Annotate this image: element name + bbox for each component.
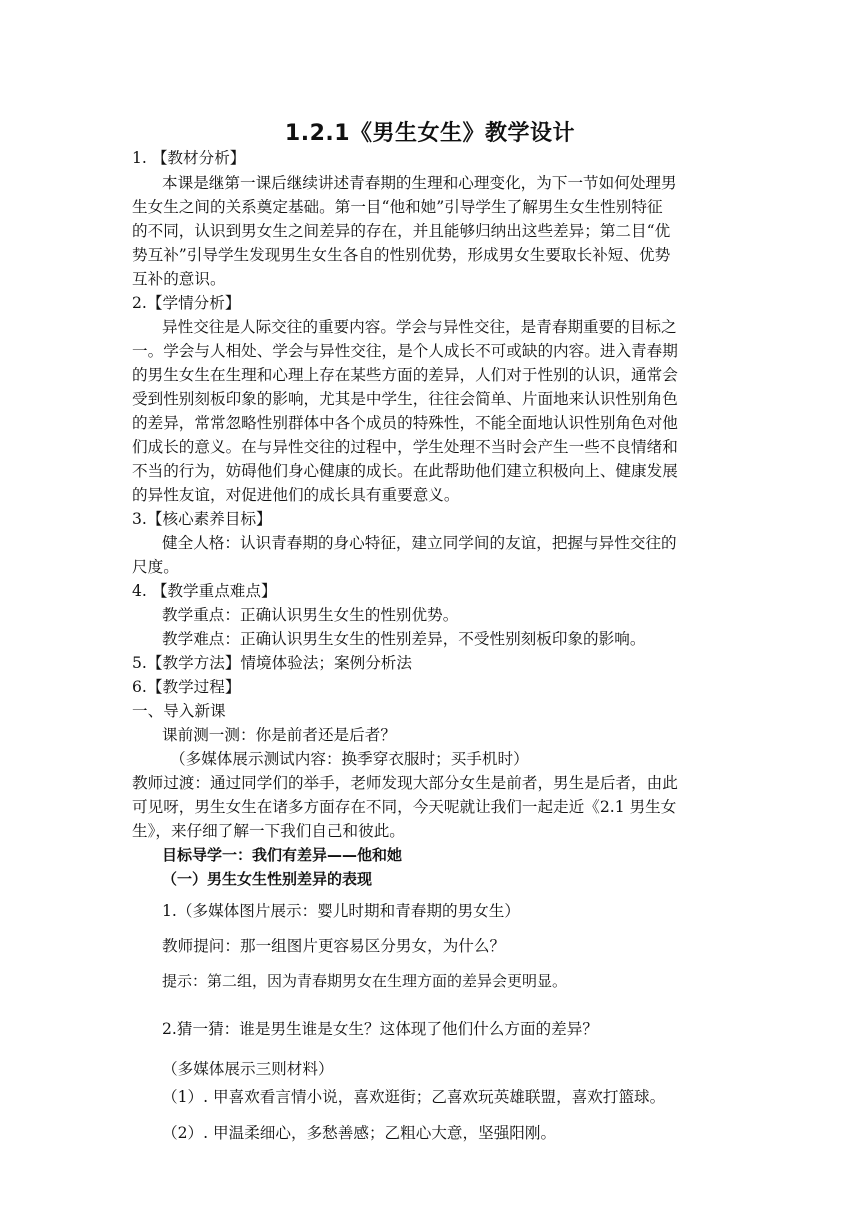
- paragraph-line: 本课是继第一课后继续讲述青春期的生理和心理变化，为下一节如何处理男: [162, 174, 677, 192]
- paragraph-line: 受到性别刻板印象的影响，尤其是中学生，往往会简单、片面地来认识性别角色: [132, 390, 678, 408]
- paragraph-line: 教师过渡：通过同学们的举手，老师发现大部分女生是前者，男生是后者，由此: [132, 774, 678, 792]
- section-heading-methods: 5.【教学方法】情境体验法；案例分析法: [132, 654, 412, 672]
- section-heading-process: 6.【教学过程】: [132, 678, 241, 696]
- paragraph-line: 互补的意识。: [132, 270, 226, 288]
- paragraph-line: 的差异，常常忽略性别群体中各个成员的特殊性，不能全面地认识性别角色对他: [132, 414, 678, 432]
- paragraph-line: 2.猜一猜：谁是男生谁是女生？这体现了他们什么方面的差异？: [162, 1020, 598, 1038]
- paragraph-line: （多媒体展示测试内容：换季穿衣服时；买手机时）: [170, 750, 529, 768]
- paragraph-line: 教学难点：正确认识男生女生的性别差异，不受性别刻板印象的影响。: [162, 630, 646, 648]
- paragraph-line: 生女生之间的关系奠定基础。第一目“他和她”引导学生了解男生女生性别特征: [132, 198, 663, 216]
- section-heading-key-points: 4. 【教学重点难点】: [132, 582, 277, 600]
- paragraph-line: 1.（多媒体图片展示：婴儿时期和青春期的男女生）: [162, 902, 520, 920]
- paragraph-line: 生》，来仔细了解一下我们自己和彼此。: [132, 822, 405, 840]
- paragraph-line: （2）. 甲温柔细心，多愁善感；乙粗心大意，坚强阳刚。: [162, 1124, 557, 1142]
- paragraph-line: 教师提问：那一组图片更容易区分男女，为什么？: [162, 937, 506, 955]
- paragraph-line: 的不同，认识到男女生之间差异的存在，并且能够归纳出这些差异；第二目“优: [132, 222, 671, 240]
- section-heading-student-analysis: 2.【学情分析】: [132, 294, 241, 312]
- hint-line: 提示：第二组，因为青春期男女在生理方面的差异会更明显。: [162, 972, 568, 990]
- paragraph-line: 健全人格：认识青春期的身心特征，建立同学间的友谊，把握与异性交往的: [162, 534, 677, 552]
- paragraph-line: 一。学会与人相处、学会与异性交往，是个人成长不可或缺的内容。进入青春期: [132, 342, 678, 360]
- paragraph-line: 们成长的意义。在与异性交往的过程中，学生处理不当时会产生一些不良情绪和: [132, 438, 678, 456]
- goal-heading: 目标导学一：我们有差异——他和她: [162, 846, 403, 864]
- paragraph-line: 可见呀，男生女生在诸多方面存在不同，今天呢就让我们一起走近《2.1 男生女: [132, 798, 677, 816]
- paragraph-line: （多媒体展示三则材料）: [162, 1060, 334, 1078]
- paragraph-line: 的男生女生在生理和心理上存在某些方面的差异，人们对于性别的认识，通常会: [132, 366, 678, 384]
- subsection-heading: （一）男生女生性别差异的表现: [162, 870, 373, 888]
- paragraph-line: 不当的行为，妨碍他们身心健康的成长。在此帮助他们建立积极向上、健康发展: [132, 462, 678, 480]
- subheading-intro: 一、导入新课: [132, 702, 226, 720]
- paragraph-line: 课前测一测：你是前者还是后者？: [162, 726, 396, 744]
- paragraph-line: 尺度。: [132, 558, 179, 576]
- section-heading-core-goals: 3.【核心素养目标】: [132, 510, 272, 528]
- paragraph-line: 教学重点：正确认识男生女生的性别优势。: [162, 606, 459, 624]
- paragraph-line: （1）. 甲喜欢看言情小说，喜欢逛街；乙喜欢玩英雄联盟，喜欢打篮球。: [162, 1088, 666, 1106]
- paragraph-line: 势互补”引导学生发现男生女生各自的性别优势，形成男女生要取长补短、优势: [132, 246, 671, 264]
- page-title: 1.2.1《男生女生》教学设计: [284, 121, 576, 146]
- section-heading-textbook-analysis: 1. 【教材分析】: [132, 149, 246, 167]
- paragraph-line: 异性交往是人际交往的重要内容。学会与异性交往，是青春期重要的目标之: [162, 318, 677, 336]
- paragraph-line: 的异性友谊，对促进他们的成长具有重要意义。: [132, 486, 460, 504]
